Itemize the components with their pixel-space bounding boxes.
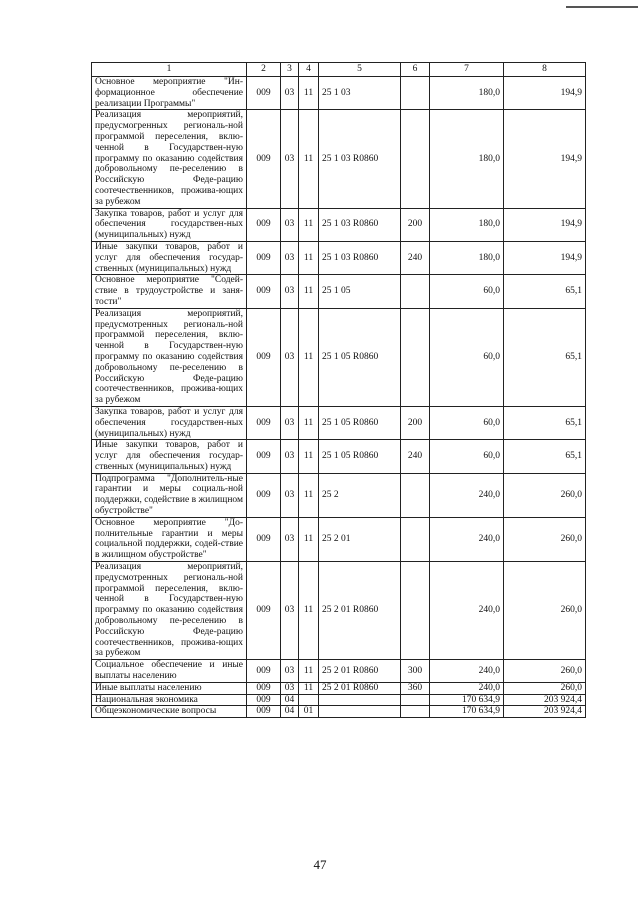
subsection-code: 01 bbox=[299, 706, 319, 718]
amount-year-1: 60,0 bbox=[430, 440, 504, 473]
col-header-4: 4 bbox=[299, 63, 319, 77]
target-article-code: 25 2 01 R0860 bbox=[319, 660, 401, 683]
item-name: Национальная экономика bbox=[92, 694, 247, 706]
table-row bbox=[92, 241, 586, 274]
table-row bbox=[92, 517, 586, 561]
item-name: Основное мероприятие "Содей-ствие в трудоустройстве и заня-тости" bbox=[92, 275, 247, 308]
target-article-code bbox=[319, 694, 401, 706]
ved-code: 009 bbox=[247, 562, 281, 660]
table-row bbox=[92, 660, 586, 683]
item-name: Реализация мероприятий, предусмотренных региональ-ной программой переселения, вклю-ченной в Государствен-ную программу по оказанию содействия добровольному пе-реселению в Российскую Феде-рацию соотечественников, прожива-ющих за рубежом bbox=[92, 308, 247, 406]
item-name: Реализация мероприятий, предусмогренных региональ-ной программой переселения, вклю-ченной в Государствен-ную программу по оказанию содействия добровольному пе-реселению в Российскую Феде-рацию соотечественников, прожива-ющих за рубежом bbox=[92, 110, 247, 208]
item-name: Реализация мероприятий, предусмотренных региональ-ной программой переселения, вклю-ченной в Государствен-ную программу по оказанию содействия добровольному пе-реселению в Российскую Феде-рацию соотечественников, прожива-ющих за рубежом bbox=[92, 562, 247, 660]
section-code: 03 bbox=[281, 241, 299, 274]
expense-type-code bbox=[401, 706, 430, 718]
section-code: 03 bbox=[281, 308, 299, 406]
expense-type-code bbox=[401, 275, 430, 308]
corner-mark bbox=[566, 6, 638, 8]
subsection-code: 11 bbox=[299, 562, 319, 660]
section-code: 03 bbox=[281, 77, 299, 110]
amount-year-1: 60,0 bbox=[430, 308, 504, 406]
subsection-code: 11 bbox=[299, 473, 319, 517]
table-row bbox=[92, 694, 586, 706]
amount-year-1: 240,0 bbox=[430, 660, 504, 683]
section-code: 04 bbox=[281, 706, 299, 718]
amount-year-1: 240,0 bbox=[430, 473, 504, 517]
amount-year-2: 260,0 bbox=[504, 660, 586, 683]
amount-year-1: 60,0 bbox=[430, 275, 504, 308]
subsection-code: 11 bbox=[299, 682, 319, 694]
item-name: Социальное обеспечение и иные выплаты населению bbox=[92, 660, 247, 683]
amount-year-1: 170 634,9 bbox=[430, 694, 504, 706]
table-row bbox=[92, 110, 586, 208]
amount-year-2: 65,1 bbox=[504, 406, 586, 439]
table-body bbox=[92, 63, 586, 718]
target-article-code: 25 2 01 bbox=[319, 517, 401, 561]
amount-year-1: 180,0 bbox=[430, 241, 504, 274]
item-name: Закупка товаров, работ и услуг для обеспечения государствен-ных (муниципальных) нужд bbox=[92, 406, 247, 439]
target-article-code: 25 1 05 R0860 bbox=[319, 440, 401, 473]
ved-code: 009 bbox=[247, 77, 281, 110]
section-code: 03 bbox=[281, 110, 299, 208]
table-row bbox=[92, 562, 586, 660]
subsection-code: 11 bbox=[299, 77, 319, 110]
amount-year-2: 194,9 bbox=[504, 208, 586, 241]
col-header-7: 7 bbox=[430, 63, 504, 77]
expense-type-code bbox=[401, 110, 430, 208]
amount-year-1: 170 634,9 bbox=[430, 706, 504, 718]
table-row bbox=[92, 77, 586, 110]
table-row bbox=[92, 308, 586, 406]
budget-table bbox=[91, 62, 586, 718]
subsection-code bbox=[299, 694, 319, 706]
target-article-code: 25 1 05 R0860 bbox=[319, 406, 401, 439]
subsection-code: 11 bbox=[299, 208, 319, 241]
section-code: 04 bbox=[281, 694, 299, 706]
ved-code: 009 bbox=[247, 660, 281, 683]
expense-type-code bbox=[401, 473, 430, 517]
target-article-code: 25 2 bbox=[319, 473, 401, 517]
section-code: 03 bbox=[281, 517, 299, 561]
subsection-code: 11 bbox=[299, 440, 319, 473]
table-row bbox=[92, 706, 586, 718]
expense-type-code bbox=[401, 517, 430, 561]
col-header-1: 1 bbox=[92, 63, 247, 77]
section-code: 03 bbox=[281, 682, 299, 694]
amount-year-2: 260,0 bbox=[504, 517, 586, 561]
amount-year-1: 180,0 bbox=[430, 77, 504, 110]
amount-year-2: 194,9 bbox=[504, 110, 586, 208]
ved-code: 009 bbox=[247, 110, 281, 208]
subsection-code: 11 bbox=[299, 308, 319, 406]
amount-year-2: 203 924,4 bbox=[504, 706, 586, 718]
amount-year-2: 203 924,4 bbox=[504, 694, 586, 706]
subsection-code: 11 bbox=[299, 241, 319, 274]
item-name: Иные закупки товаров, работ и услуг для обеспечения государ-ственных (муниципальных) нужд bbox=[92, 241, 247, 274]
subsection-code: 11 bbox=[299, 660, 319, 683]
target-article-code: 25 1 03 R0860 bbox=[319, 110, 401, 208]
expense-type-code: 240 bbox=[401, 440, 430, 473]
subsection-code: 11 bbox=[299, 275, 319, 308]
amount-year-2: 194,9 bbox=[504, 241, 586, 274]
ved-code: 009 bbox=[247, 682, 281, 694]
table-row bbox=[92, 275, 586, 308]
section-code: 03 bbox=[281, 208, 299, 241]
col-header-2: 2 bbox=[247, 63, 281, 77]
expense-type-code: 360 bbox=[401, 682, 430, 694]
item-name: Подпрограмма "Дополнитель-ные гарантии и меры социаль-ной поддержки, содействие в жилищном обустройстве" bbox=[92, 473, 247, 517]
target-article-code: 25 2 01 R0860 bbox=[319, 682, 401, 694]
item-name: Иные выплаты населению bbox=[92, 682, 247, 694]
item-name: Основное мероприятие "До-полнительные гарантии и меры социальной поддержки, содей-ствие в жилищном обустройстве" bbox=[92, 517, 247, 561]
amount-year-2: 65,1 bbox=[504, 275, 586, 308]
expense-type-code: 240 bbox=[401, 241, 430, 274]
amount-year-2: 260,0 bbox=[504, 562, 586, 660]
amount-year-2: 65,1 bbox=[504, 308, 586, 406]
item-name: Иные закупки товаров, работ и услуг для обеспечения государ-ственных (муниципальных) нужд bbox=[92, 440, 247, 473]
amount-year-1: 180,0 bbox=[430, 110, 504, 208]
amount-year-2: 260,0 bbox=[504, 473, 586, 517]
ved-code: 009 bbox=[247, 208, 281, 241]
section-code: 03 bbox=[281, 275, 299, 308]
amount-year-2: 260,0 bbox=[504, 682, 586, 694]
section-code: 03 bbox=[281, 562, 299, 660]
ved-code: 009 bbox=[247, 694, 281, 706]
item-name: Закупка товаров, работ и услуг для обеспечения государствен-ных (муниципальных) нужд bbox=[92, 208, 247, 241]
expense-type-code: 200 bbox=[401, 208, 430, 241]
ved-code: 009 bbox=[247, 517, 281, 561]
amount-year-1: 240,0 bbox=[430, 517, 504, 561]
target-article-code: 25 1 03 R0860 bbox=[319, 241, 401, 274]
table-row bbox=[92, 440, 586, 473]
col-header-5: 5 bbox=[319, 63, 401, 77]
ved-code: 009 bbox=[247, 473, 281, 517]
expense-type-code: 200 bbox=[401, 406, 430, 439]
ved-code: 009 bbox=[247, 275, 281, 308]
amount-year-2: 65,1 bbox=[504, 440, 586, 473]
subsection-code: 11 bbox=[299, 517, 319, 561]
ved-code: 009 bbox=[247, 308, 281, 406]
subsection-code: 11 bbox=[299, 406, 319, 439]
ved-code: 009 bbox=[247, 706, 281, 718]
item-name: Основное мероприятие "Ин-формационное обеспечение реализации Программы" bbox=[92, 77, 247, 110]
expense-type-code bbox=[401, 77, 430, 110]
col-header-3: 3 bbox=[281, 63, 299, 77]
expense-type-code bbox=[401, 694, 430, 706]
table-row bbox=[92, 682, 586, 694]
section-code: 03 bbox=[281, 660, 299, 683]
target-article-code: 25 1 05 bbox=[319, 275, 401, 308]
ved-code: 009 bbox=[247, 440, 281, 473]
section-code: 03 bbox=[281, 473, 299, 517]
expense-type-code: 300 bbox=[401, 660, 430, 683]
ved-code: 009 bbox=[247, 241, 281, 274]
item-name: Общеэкономические вопросы bbox=[92, 706, 247, 718]
header-row bbox=[92, 63, 586, 77]
col-header-6: 6 bbox=[401, 63, 430, 77]
amount-year-1: 240,0 bbox=[430, 562, 504, 660]
target-article-code: 25 1 05 R0860 bbox=[319, 308, 401, 406]
col-header-8: 8 bbox=[504, 63, 586, 77]
page-number: 47 bbox=[313, 857, 327, 872]
target-article-code: 25 2 01 R0860 bbox=[319, 562, 401, 660]
expense-type-code bbox=[401, 562, 430, 660]
expense-type-code bbox=[401, 308, 430, 406]
table-row bbox=[92, 208, 586, 241]
amount-year-1: 60,0 bbox=[430, 406, 504, 439]
ved-code: 009 bbox=[247, 406, 281, 439]
amount-year-1: 180,0 bbox=[430, 208, 504, 241]
target-article-code bbox=[319, 706, 401, 718]
table-row bbox=[92, 473, 586, 517]
target-article-code: 25 1 03 bbox=[319, 77, 401, 110]
amount-year-2: 194,9 bbox=[504, 77, 586, 110]
section-code: 03 bbox=[281, 440, 299, 473]
section-code: 03 bbox=[281, 406, 299, 439]
subsection-code: 11 bbox=[299, 110, 319, 208]
target-article-code: 25 1 03 R0860 bbox=[319, 208, 401, 241]
table-row bbox=[92, 406, 586, 439]
amount-year-1: 240,0 bbox=[430, 682, 504, 694]
